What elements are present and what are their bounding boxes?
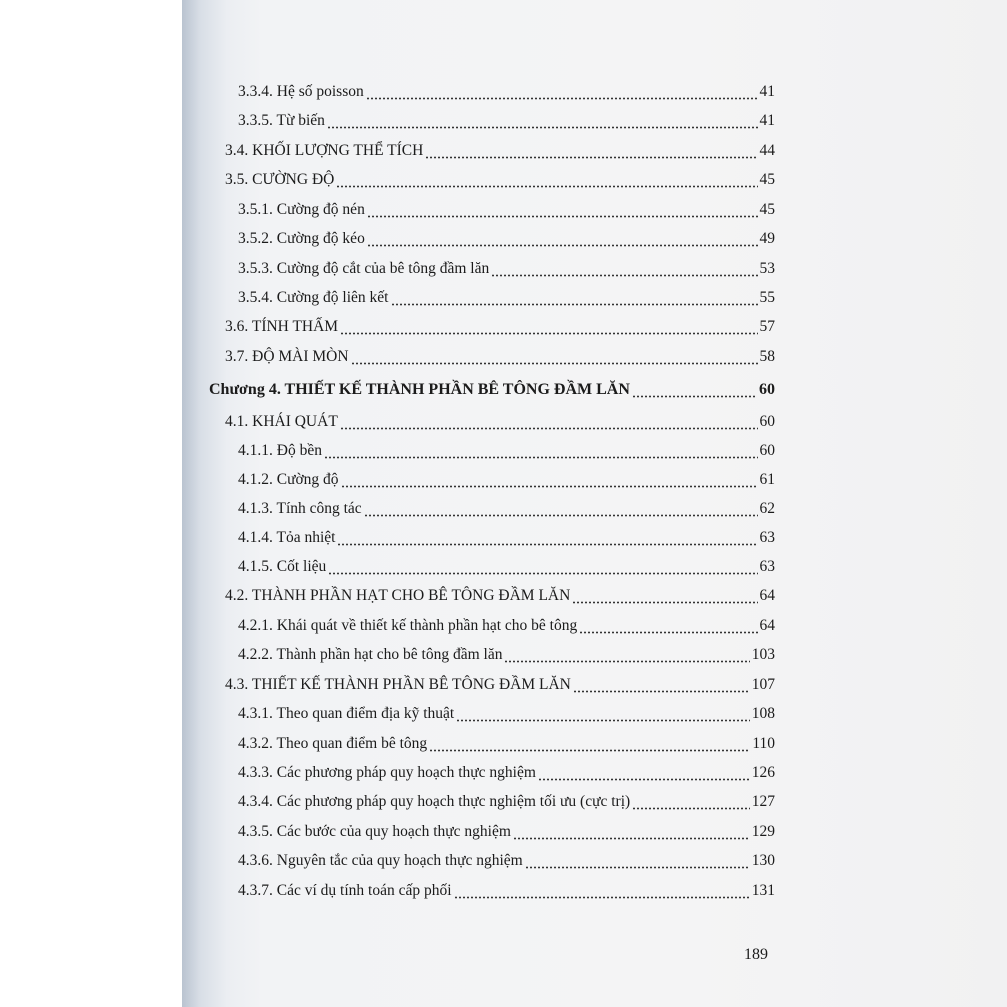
dot-leader — [327, 105, 758, 129]
dot-leader — [364, 493, 758, 517]
dot-leader — [632, 374, 757, 398]
dot-leader — [525, 845, 750, 869]
toc-entry-page: 45 — [759, 201, 775, 218]
toc-entry — [238, 761, 775, 785]
toc-entry — [238, 497, 775, 521]
dot-leader — [454, 875, 750, 899]
toc-entry-label: 4.3.4. Các phương pháp quy hoạch thực nghiệm tối ưu (cực trị) — [238, 793, 631, 810]
toc-entry — [238, 879, 775, 903]
toc-entry-label: 4.1. KHÁI QUÁT — [225, 413, 338, 430]
toc-entry-page: 60 — [759, 442, 775, 459]
toc-entry — [238, 286, 775, 310]
table-of-contents — [182, 0, 1007, 1007]
toc-entry — [238, 439, 775, 463]
page-number: 189 — [744, 946, 768, 963]
toc-entry-page: 49 — [759, 230, 775, 247]
toc-entry — [238, 227, 775, 251]
toc-entry-page: 45 — [759, 171, 775, 188]
toc-entry-label: 3.5.1. Cường độ nén — [238, 201, 365, 218]
dot-leader — [328, 551, 757, 575]
dot-leader — [513, 816, 750, 840]
toc-entry — [238, 614, 775, 638]
toc-entry-label: 3.3.4. Hệ số poisson — [238, 83, 364, 100]
toc-entry-label: 3.7. ĐỘ MÀI MÒN — [225, 348, 349, 365]
toc-entry — [238, 790, 775, 814]
toc-entry — [225, 410, 775, 434]
toc-entry — [238, 80, 775, 104]
toc-entry-page: 103 — [751, 646, 775, 663]
toc-entry-page: 60 — [759, 413, 775, 430]
dot-leader — [632, 786, 750, 810]
toc-entry-page: 63 — [759, 558, 775, 575]
dot-leader — [504, 639, 749, 663]
dot-leader — [341, 464, 758, 488]
toc-entry-page: 64 — [759, 587, 775, 604]
toc-entry-page: 110 — [752, 735, 775, 752]
toc-entry-label: 3.5.4. Cường độ liên kết — [238, 289, 389, 306]
toc-entry — [238, 257, 775, 281]
toc-entry — [238, 732, 775, 756]
toc-entry-label: 3.3.5. Từ biến — [238, 112, 325, 129]
toc-entry-page: 131 — [751, 882, 775, 899]
toc-entry — [238, 555, 775, 579]
toc-entry — [238, 198, 775, 222]
toc-entry-label: 3.5.2. Cường độ kéo — [238, 230, 365, 247]
toc-entry-label: 4.3. THIẾT KẾ THÀNH PHẦN BÊ TÔNG ĐẦM LĂN — [225, 676, 571, 693]
toc-entry — [238, 468, 775, 492]
toc-entry — [238, 702, 775, 726]
toc-entry-label: 4.2. THÀNH PHẦN HẠT CHO BÊ TÔNG ĐẦM LĂN — [225, 587, 571, 604]
toc-entry — [238, 109, 775, 133]
toc-entry — [225, 139, 775, 163]
dot-leader — [391, 282, 758, 306]
toc-entry — [238, 849, 775, 873]
toc-entry-label: 3.4. KHỐI LƯỢNG THỂ TÍCH — [225, 142, 424, 159]
toc-entry-label: 4.2.2. Thành phần hạt cho bê tông đầm lăn — [238, 646, 503, 663]
toc-entry-page: 60 — [759, 381, 775, 398]
toc-entry-page: 61 — [759, 471, 775, 488]
toc-entry-page: 127 — [751, 793, 775, 810]
toc-entry — [225, 315, 775, 339]
toc-entry-page: 62 — [759, 500, 775, 517]
toc-entry-page: 129 — [751, 823, 775, 840]
dot-leader — [367, 194, 758, 218]
dot-leader — [456, 698, 750, 722]
toc-entry-label: 3.6. TÍNH THẤM — [225, 318, 339, 335]
toc-entry-label: 4.3.3. Các phương pháp quy hoạch thực nghiệm — [238, 764, 536, 781]
toc-entry-label: 4.3.6. Nguyên tắc của quy hoạch thực nghiệm — [238, 852, 523, 869]
toc-entry-label: 4.3.7. Các ví dụ tính toán cấp phối — [238, 882, 452, 899]
dot-leader — [573, 669, 750, 693]
toc-entry-page: 57 — [759, 318, 775, 335]
toc-entry — [225, 584, 775, 608]
toc-entry-label: 4.1.4. Tỏa nhiệt — [238, 529, 336, 546]
toc-entry-label: 4.1.5. Cốt liệu — [238, 558, 327, 575]
toc-entry-label: 4.3.2. Theo quan điểm bê tông — [238, 735, 428, 752]
toc-entry — [225, 168, 775, 192]
toc-entry-label: 4.2.1. Khái quát về thiết kế thành phần hạt cho bê tông — [238, 617, 578, 634]
dot-leader — [324, 435, 758, 459]
dot-leader — [340, 406, 758, 430]
book-page — [182, 0, 1007, 1007]
toc-entry — [225, 673, 775, 697]
dot-leader — [351, 341, 758, 365]
dot-leader — [579, 610, 757, 634]
toc-entry-page: 55 — [759, 289, 775, 306]
toc-entry-label: 4.1.2. Cường độ — [238, 471, 339, 488]
toc-entry — [238, 820, 775, 844]
toc-entry — [238, 643, 775, 667]
toc-entry-label: 3.5. CƯỜNG ĐỘ — [225, 171, 335, 188]
toc-entry-page: 64 — [759, 617, 775, 634]
dot-leader — [572, 580, 757, 604]
dot-leader — [337, 522, 757, 546]
toc-entry-page: 107 — [751, 676, 775, 693]
dot-leader — [538, 757, 750, 781]
dot-leader — [491, 253, 757, 277]
toc-entry-page: 63 — [759, 529, 775, 546]
toc-entry-label: 4.1.3. Tính công tác — [238, 500, 362, 517]
dot-leader — [367, 223, 758, 247]
toc-entry-page: 108 — [751, 705, 775, 722]
toc-chapter-heading — [209, 378, 775, 402]
toc-entry-label: 4.3.1. Theo quan điểm địa kỹ thuật — [238, 705, 455, 722]
toc-entry-page: 41 — [759, 83, 775, 100]
dot-leader — [366, 76, 758, 100]
toc-entry-label: 4.3.5. Các bước của quy hoạch thực nghiệm — [238, 823, 511, 840]
dot-leader — [336, 164, 757, 188]
toc-entry-page: 58 — [759, 348, 775, 365]
dot-leader — [340, 311, 757, 335]
dot-leader — [429, 728, 750, 752]
toc-entry — [238, 526, 775, 550]
toc-entry-page: 130 — [751, 852, 775, 869]
dot-leader — [425, 135, 757, 159]
toc-entry — [225, 345, 775, 369]
toc-entry-label: Chương 4. THIẾT KẾ THÀNH PHẦN BÊ TÔNG ĐẦM LĂN — [209, 381, 630, 398]
toc-entry-page: 44 — [759, 142, 775, 159]
toc-entry-page: 53 — [759, 260, 775, 277]
toc-entry-page: 126 — [751, 764, 775, 781]
page-gutter — [0, 0, 182, 1007]
toc-entry-label: 3.5.3. Cường độ cắt của bê tông đầm lăn — [238, 260, 490, 277]
toc-entry-label: 4.1.1. Độ bền — [238, 442, 322, 459]
toc-entry-page: 41 — [759, 112, 775, 129]
